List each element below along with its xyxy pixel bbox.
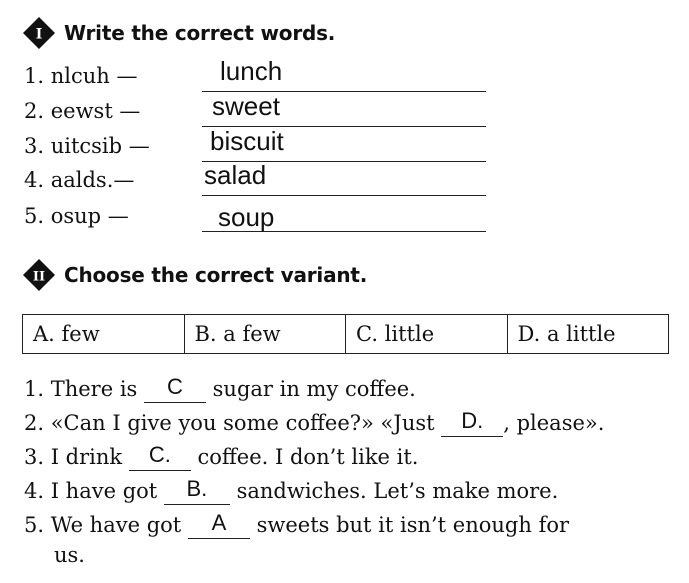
answer-blank (441, 410, 503, 437)
answer-text: lunch (220, 56, 283, 86)
roman-numeral-badge-icon (22, 258, 56, 292)
sentence-4 (24, 478, 558, 505)
word-row-4 (24, 160, 484, 200)
sentence-5 (24, 512, 569, 539)
sentence-after: , please». (503, 411, 605, 435)
scrambled-word: 2. eewst — (24, 99, 141, 123)
sentence-before: 5. We have got (24, 513, 188, 537)
sentence-before: 1. There is (24, 377, 144, 401)
sentence-before: 3. I drink (24, 445, 129, 469)
sentence-1 (24, 376, 416, 403)
answer-line (202, 195, 486, 196)
word-row-5 (24, 204, 484, 236)
option-d: D. a little (507, 315, 669, 354)
answer-text: C. (148, 442, 171, 467)
sentence-after: sugar in my coffee. (205, 377, 416, 401)
answer-blank (144, 376, 206, 403)
task2-title: Choose the correct variant. (64, 263, 368, 287)
answer-text: sweet (212, 91, 280, 121)
answer-blank (164, 478, 230, 505)
svg-text:I: I (35, 26, 43, 43)
sentence-after: coffee. I don’t like it. (190, 445, 419, 469)
svg-text:II: II (32, 269, 46, 285)
task1-title: Write the correct words. (64, 21, 336, 45)
scrambled-word: 4. aalds.— (24, 168, 135, 192)
answer-text: C (167, 374, 183, 399)
sentence-after: sandwiches. Let’s make more. (229, 479, 559, 503)
sentence-5-continuation: us. (54, 543, 85, 567)
option-a: A. few (23, 315, 185, 354)
sentence-3 (24, 444, 418, 471)
answer-text: biscuit (210, 126, 284, 156)
answer-text: A (211, 510, 227, 535)
variant-options-table (22, 314, 669, 354)
roman-numeral-badge-icon (22, 16, 56, 50)
option-c: C. little (346, 315, 508, 354)
option-b: B. a few (184, 315, 346, 354)
task2-heading (22, 258, 367, 292)
scrambled-word: 5. osup — (24, 204, 129, 228)
answer-text: B. (186, 476, 208, 501)
answer-text: D. (461, 408, 484, 433)
answer-text: salad (204, 160, 267, 190)
answer-text: soup (218, 202, 275, 232)
task1-heading (22, 16, 335, 50)
sentence-after: sweets but it isn’t enough for (249, 513, 570, 537)
scrambled-word: 1. nlcuh — (24, 64, 138, 88)
scrambled-word: 3. uitcsib — (24, 134, 150, 158)
answer-blank (188, 512, 250, 539)
sentence-2 (24, 410, 604, 437)
sentence-before: 2. «Can I give you some coffee?» «Just (24, 411, 442, 435)
sentence-before: 4. I have got (24, 479, 164, 503)
answer-blank (129, 444, 191, 471)
